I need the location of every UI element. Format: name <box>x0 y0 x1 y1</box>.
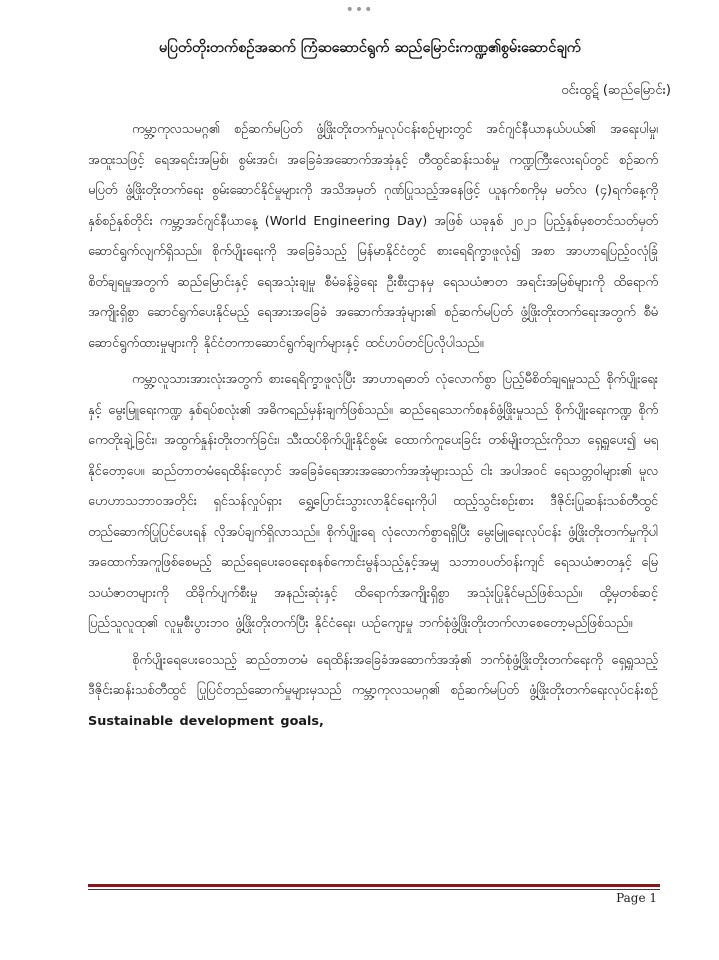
document-author: ဝင်းထွဋ် (ဆည်မြောင်း) <box>561 83 671 98</box>
paragraph-1-text: ကမ္ဘာ့ကုလသမဂ္ဂ၏ စဉ်ဆက်မပြတ် ဖွံ့ဖြိုးတိုးတက်မှုလုပ်ငန်းစဉ်များတွင် အင်ဂျင်နီယာနယ်ပယ်၏ အရေးပါမှု၊ အထူးသဖြင့် ရေအရင်းအမြစ်၊ စွမ်းအင်၊ အခြေခံအဆောက်အအုံနှင့် တီထွင်ဆန်းသစ်မှု ကဏ္ဍကြီးလေးရပ်တွင် စဉ်ဆက်မပြတ် ဖွံ့ဖြိုးတိုးတက်ရေး စွမ်းဆောင်နိုင်မှုများကို အသိအမှတ် ဂုဏ်ပြုသည့်အနေဖြင့် ယူနက်စကိုမှ မတ်လ (၄)ရက်နေ့ကို နှစ်စဉ်နှစ်တိုင်း ကမ္ဘာ့အင်ဂျင်နီယာနေ့ (World Engineering Day) အဖြစ် ယခုနှစ် ၂၀၂၁ ပြည့်နှစ်မှစတင်သတ်မှတ် ဆောင်ရွက်လျက်ရှိသည်။ စိုက်ပျိုးရေးကို အခြေခံသည့် မြန်မာနိုင်ငံတွင် စားရေရိက္ခာဖူလုံ၍ အစာ အာဟာရပြည့်ဝလုံခြုံစိတ်ချရမှုအတွက် ဆည်မြောင်းနှင့် ရေအသုံးချမှု စီမံခန့်ခွဲရေး ဦးစီးဌာနမှ ရေသယံဇာတ အရင်းအမြစ်များကို ထိရောက်အကျိုးရှိစွာ ဆောင်ရွက်ပေးနိုင်မည့် ရေအားအခြေခံ အဆောက်အအုံများ၏ စဉ်ဆက်မပြတ် ဖွံ့ဖြိုးတိုးတက်ရေးအတွက် စီမံဆောင်ရွက်ထားမှုများကို နိုင်ငံတကာဆောင်ရွက်ချက်များနှင့် ထင်ဟပ်တင်ပြလိုပါသည်။ <box>88 122 658 351</box>
page-number: Page 1 <box>616 891 657 905</box>
paragraph-2-text: ကမ္ဘာ့လူသားအားလုံးအတွက် စားရေရိက္ခာဖူလုံပြီး အာဟာရဓာတ် လုံလောက်စွာ ပြည့်မီစိတ်ချရမှုသည် စိုက်ပျိုးရေးနှင့် မွေးမြူရေးကဏ္ဍ နှစ်ရပ်စလုံး၏ အဓိကရည်မှန်းချက်ဖြစ်သည်။ ဆည်ရေသောက်စနစ်ဖွံ့ဖြိုးမှုသည် စိုက်ပျိုးရေးကဏ္ဍ စိုက်ကေတိုးချဲ့ခြင်း၊ အထွက်နှုန်းတိုးတက်ခြင်း၊ သီးထပ်စိုက်ပျိုးနိုင်စွမ်း ထောက်ကူပေးခြင်း တစ်မျိုးတည်းကိုသာ ရှေ့ရှုပေး၍ မရနိုင်တော့ပေ။ ဆည်တာတမံရေထိန်းလှောင် အခြေခံရေအားအဆောက်အအုံများသည် ငါး အပါအဝင် ရေသတ္တဝါများ၏ မူလဟေဟာသဘာဝအတိုင်း ရှင်သန်လှုပ်ရှား ရွှေ့ပြောင်းသွားလာနိုင်ရေးကိုပါ ထည့်သွင်းစဉ်းစား ဒီဇိုင်းပြုဆန်းသစ်တီထွင် တည်ဆောက်ပြုပြင်ပေးရန် လိုအပ်ချက်ရှိလာသည်။ စိုက်ပျိုးရေ လုံလောက်စွာရရှိပြီး မွေးမြူရေးလုပ်ငန်း ဖွံ့ဖြိုးတိုးတက်မှုကိုပါ အထောက်အကူဖြစ်စေမည့် ဆည်ရေပေးဝေရေးစနစ်ကောင်းမွန်သည့်နှင့်အမျှ သဘာဝပတ်ဝန်းကျင် ရေသယံဇာတနှင့် မြေသယံဇာတများကို ထိခိုက်ပျက်စီးမှု အနည်းဆုံးနှင့် ထိရောက်အကျိုးရှိစွာ အသုံးပြုနိုင်မည်ဖြစ်သည်။ ထို့မှတစ်ဆင့် ပြည်သူလူထု၏ လူမှုစီးပွားဘဝ ဖွံ့ဖြိုးတိုးတက်ပြီး နိုင်ငံရေး၊ ယဉ်ကျေးမှု ဘက်စုံဖွံ့ဖြိုးတိုးတက်လာစေတော့မည်ဖြစ်သည်။ <box>88 372 658 631</box>
paragraph-3-bold-tail: Sustainable development goals, <box>88 713 324 729</box>
document-body <box>88 115 658 743</box>
paragraph-2 <box>88 365 658 640</box>
footer-rule-thick <box>88 884 660 887</box>
more-options-indicator[interactable]: ••• <box>345 2 374 18</box>
footer-rule-thin <box>88 889 660 890</box>
document-title: မပြတ်တိုးတက်စဉ်အဆက် ကြံဆဆောင်ရွက် ဆည်မြောင်းကဏ္ဍ၏စွမ်းဆောင်ချက် <box>159 40 581 56</box>
paragraph-1 <box>88 115 658 359</box>
paragraph-3 <box>88 646 658 738</box>
paragraph-3-text: စိုက်ပျိုးရေပေးဝေသည့် ဆည်တာတမံ ရေထိန်းအခြေခံအဆောက်အအုံ၏ ဘက်စုံဖွံ့ဖြိုးတိုးတက်ရေးကို ရှေ့ရှုသည့် ဒီဇိုင်းဆန်းသစ်တီထွင် ပြုပြင်တည်ဆောက်မှုများမှသည် ကမ္ဘာ့ကုလသမဂ္ဂ၏ စဉ်ဆက်မပြတ် ဖွံ့ဖြိုးတိုးတက်ရေးလုပ်ငန်းစဉ် <box>88 652 658 698</box>
